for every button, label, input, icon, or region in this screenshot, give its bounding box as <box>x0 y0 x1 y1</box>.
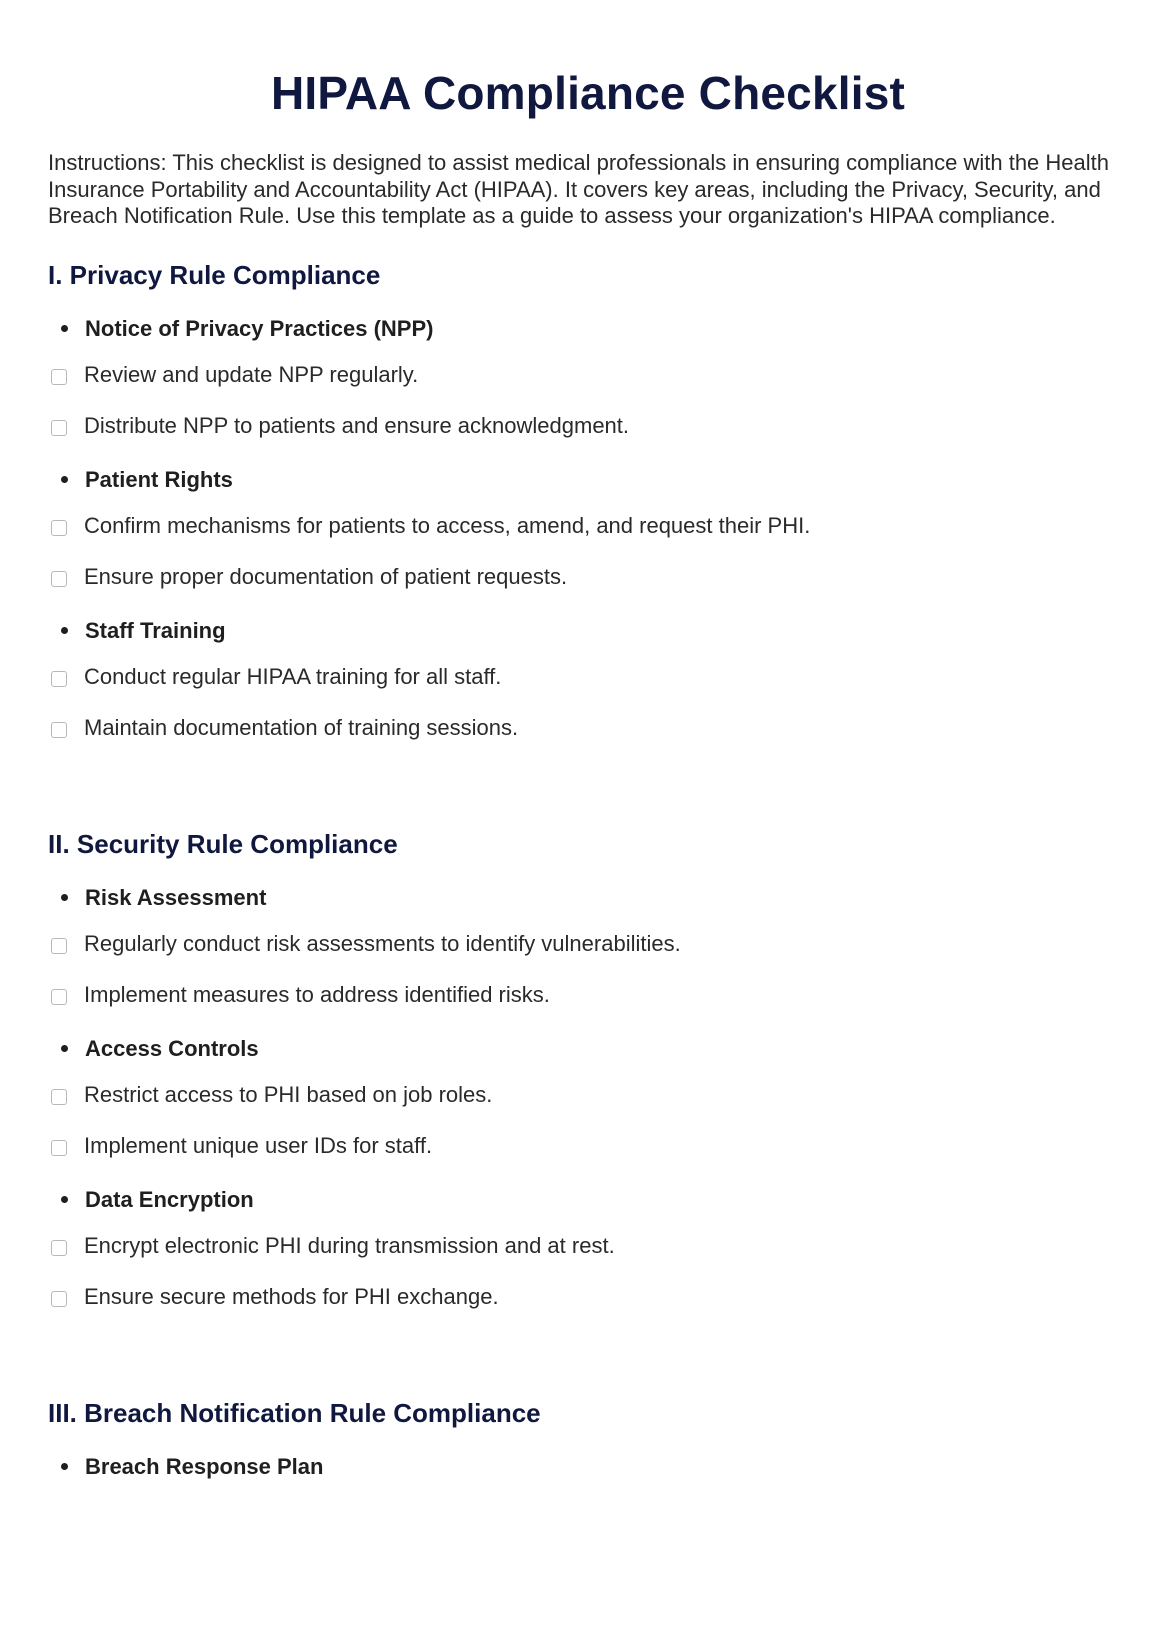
group-heading-label: Staff Training <box>85 617 226 643</box>
checklist-item <box>48 409 1128 443</box>
checkbox[interactable] <box>51 722 67 738</box>
group-heading-label: Breach Response Plan <box>85 1453 324 1479</box>
checklist-item-label: Ensure secure methods for PHI exchange. <box>84 1283 499 1309</box>
group-staff-training <box>48 614 1128 745</box>
checkbox[interactable] <box>51 520 67 536</box>
section-title: I. Privacy Rule Compliance <box>48 259 381 290</box>
checklist-item-label: Maintain documentation of training sessions. <box>84 714 519 740</box>
checkbox[interactable] <box>51 1140 67 1156</box>
checklist-item-label: Confirm mechanisms for patients to access, amend, and request their PHI. <box>84 512 811 538</box>
bullet-icon <box>61 627 68 634</box>
checklist-item-label: Encrypt electronic PHI during transmission and at rest. <box>84 1232 615 1258</box>
checklist-item <box>48 711 1128 745</box>
checklist-item <box>48 509 1128 543</box>
checkbox[interactable] <box>51 938 67 954</box>
checkbox[interactable] <box>51 420 67 436</box>
section-privacy-rule <box>48 258 1128 745</box>
checklist-item <box>48 560 1128 594</box>
group-heading-label: Risk Assessment <box>85 884 267 910</box>
checkbox[interactable] <box>51 1089 67 1105</box>
checklist-item <box>48 978 1128 1012</box>
checklist-item-label: Restrict access to PHI based on job roles. <box>84 1081 493 1107</box>
checklist-item <box>48 1229 1128 1263</box>
checklist-item <box>48 358 1128 392</box>
checkbox[interactable] <box>51 369 67 385</box>
bullet-icon <box>61 1463 68 1470</box>
group-heading-label: Patient Rights <box>85 466 233 492</box>
group-heading <box>48 614 1128 648</box>
group-heading <box>48 1032 1128 1066</box>
checklist-item-label: Implement unique user IDs for staff. <box>84 1132 433 1158</box>
checklist-item-label: Review and update NPP regularly. <box>84 361 419 387</box>
checklist-item-label: Conduct regular HIPAA training for all staff. <box>84 663 502 689</box>
checklist-item <box>48 927 1128 961</box>
group-data-encryption <box>48 1183 1128 1314</box>
bullet-icon <box>61 1045 68 1052</box>
group-heading <box>48 463 1128 497</box>
bullet-icon <box>61 894 68 901</box>
section-breach-notification-rule <box>48 1396 1128 1484</box>
checklist-item-label: Distribute NPP to patients and ensure acknowledgment. <box>84 412 630 438</box>
group-heading <box>48 312 1128 346</box>
group-heading-label: Notice of Privacy Practices (NPP) <box>85 315 434 341</box>
bullet-icon <box>61 476 68 483</box>
checkbox[interactable] <box>51 671 67 687</box>
bullet-icon <box>61 325 68 332</box>
checklist-item <box>48 1129 1128 1163</box>
checklist-item-label: Ensure proper documentation of patient requests. <box>84 563 568 589</box>
checklist-item <box>48 1078 1128 1112</box>
checkbox[interactable] <box>51 1291 67 1307</box>
page-title: HIPAA Compliance Checklist <box>270 67 906 119</box>
section-security-rule <box>48 827 1128 1314</box>
group-heading <box>48 1183 1128 1217</box>
instructions-text: Instructions: This checklist is designed to assist medical professionals in ensuring compliance with the Health Insurance Portability and Accountability Act (HIPAA). It covers key areas, including the Privacy, Security, and Breach Notification Rule. Use this template as a guide to assess your organization's HIPAA compliance. <box>48 150 1109 228</box>
group-risk-assessment <box>48 881 1128 1012</box>
bullet-icon <box>61 1196 68 1203</box>
checklist-item-label: Implement measures to address identified risks. <box>84 981 550 1007</box>
checkbox[interactable] <box>51 571 67 587</box>
group-heading-label: Access Controls <box>85 1035 259 1061</box>
group-access-controls <box>48 1032 1128 1163</box>
checkbox[interactable] <box>51 989 67 1005</box>
checklist-item <box>48 1280 1128 1314</box>
section-title: II. Security Rule Compliance <box>48 828 398 859</box>
checkbox[interactable] <box>51 1240 67 1256</box>
group-patient-rights <box>48 463 1128 594</box>
group-heading <box>48 1450 1128 1484</box>
group-heading-label: Data Encryption <box>85 1186 254 1212</box>
group-breach-response-plan <box>48 1450 1128 1484</box>
group-heading <box>48 881 1128 915</box>
checklist-item-label: Regularly conduct risk assessments to identify vulnerabilities. <box>84 930 681 956</box>
checklist-item <box>48 660 1128 694</box>
section-title: III. Breach Notification Rule Compliance <box>48 1397 541 1428</box>
group-notice-of-privacy-practices <box>48 312 1128 443</box>
